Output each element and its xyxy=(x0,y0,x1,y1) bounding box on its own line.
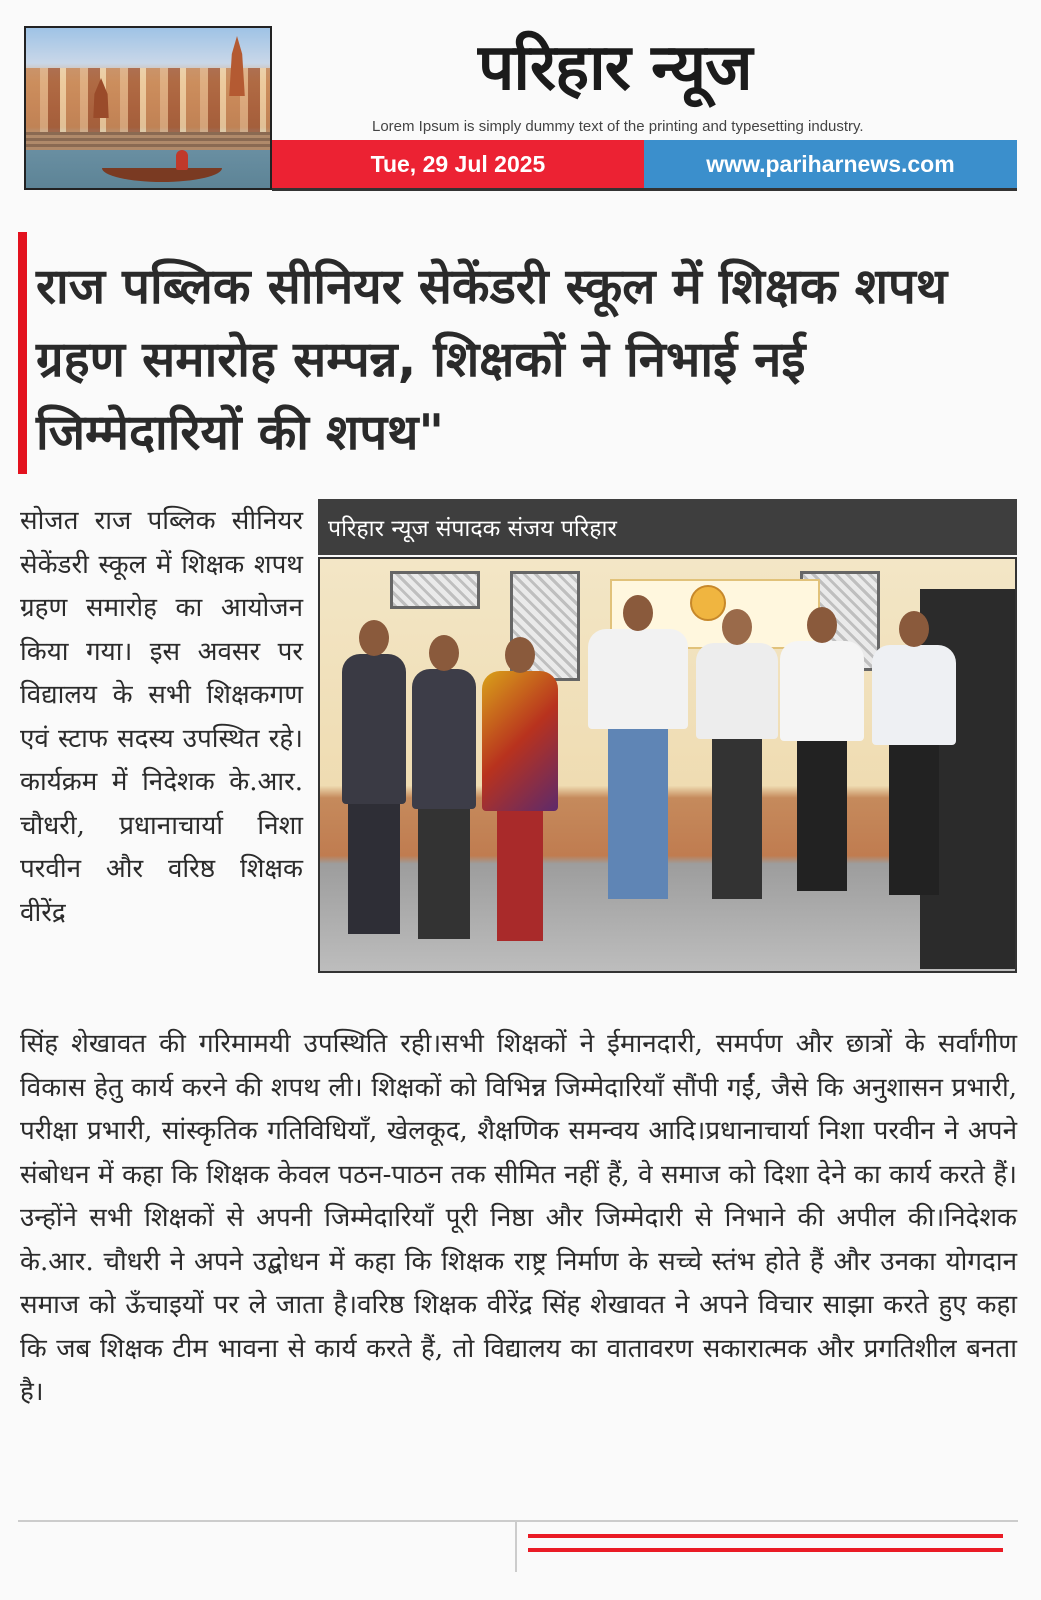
photo-caption: परिहार न्यूज संपादक संजय परिहार xyxy=(318,499,1017,555)
boat-rower xyxy=(176,150,188,170)
masthead-rule xyxy=(272,188,1017,191)
article-photo-teachers xyxy=(318,557,1017,973)
person xyxy=(342,654,406,804)
footer-divider xyxy=(515,1522,517,1572)
footer-red-line xyxy=(528,1548,1003,1552)
ghat-steps xyxy=(26,132,270,150)
article-body: सिंह शेखावत की गरिमामयी उपस्थिति रही।सभी शिक्षकों ने ईमानदारी, समर्पण और छात्रों के सर्वांगीण विकास हेतु कार्य करने की शपथ ली। शिक्षकों को विभिन्न जिम्मेदारियाँ सौंपी गईं, जैसे कि अनुशासन प्रभारी, परीक्षा प्रभारी, सांस्कृतिक गतिविधियाँ, खेलकूद, शैक्षणिक समन्वय आदि।प्रधानाचार्या निशा परवीन ने अपने संबोधन में कहा कि शिक्षक केवल पठन-पाठन तक सीमित नहीं हैं, वे समाज को दिशा देने का कार्य करते हैं। उन्होंने सभी शिक्षकों से अपनी जिम्मेदारियाँ पूरी निष्ठा और जिम्मेदारी से निभाने की अपील की।निदेशक के.आर. चौधरी ने अपने उद्बोधन में कहा कि शिक्षक राष्ट्र निर्माण के सच्चे स्तंभ होते हैं और उनका योगदान समाज को ऊँचाइयों पर ले जाता है।वरिष्ठ शिक्षक वीरेंद्र सिंह शेखावत ने अपने विचार साझा करते हुए कहा कि जब शिक्षक टीम भावना से कार्य करते हैं, तो विद्यालय का वातावरण सकारात्मक और प्रगतिशील बनता है। xyxy=(20,1029,1017,1407)
newspaper-tagline: Lorem Ipsum is simply dummy text of the printing and typesetting industry. xyxy=(372,118,864,135)
masthead-photo-ghats xyxy=(24,26,272,190)
person xyxy=(780,641,864,741)
article-headline: राज पब्लिक सीनियर सेकेंडरी स्कूल में शिक्षक शपथ ग्रहण समारोह सम्पन्न, शिक्षकों ने निभाई नई जिम्मेदारियों की शपथ" xyxy=(36,258,948,461)
website-link[interactable]: www.pariharnews.com xyxy=(644,140,1017,188)
article-lead: सोजत राज पब्लिक सीनियर सेकेंडरी स्कूल में शिक्षक शपथ ग्रहण समारोह का आयोजन किया गया। इस अवसर पर विद्यालय के सभी शिक्षकगण एवं स्टाफ सदस्य उपस्थित रहे। कार्यक्रम में निदेशक के.आर. चौधरी, प्रधानाचार्या निशा परवीन और वरिष्ठ शिक्षक वीरेंद्र xyxy=(20,506,303,928)
date-bar: Tue, 29 Jul 2025 xyxy=(272,140,644,188)
footer-red-line xyxy=(528,1534,1003,1538)
person xyxy=(482,671,558,811)
headline-accent-bar xyxy=(18,232,27,474)
person xyxy=(696,643,778,739)
person xyxy=(588,629,688,729)
window xyxy=(390,571,480,609)
newspaper-title: परिहार न्यूज xyxy=(478,30,752,105)
footer-rule xyxy=(18,1520,1018,1522)
person xyxy=(412,669,476,809)
school-crest-icon xyxy=(690,585,726,621)
boat xyxy=(102,168,222,182)
person xyxy=(872,645,956,745)
